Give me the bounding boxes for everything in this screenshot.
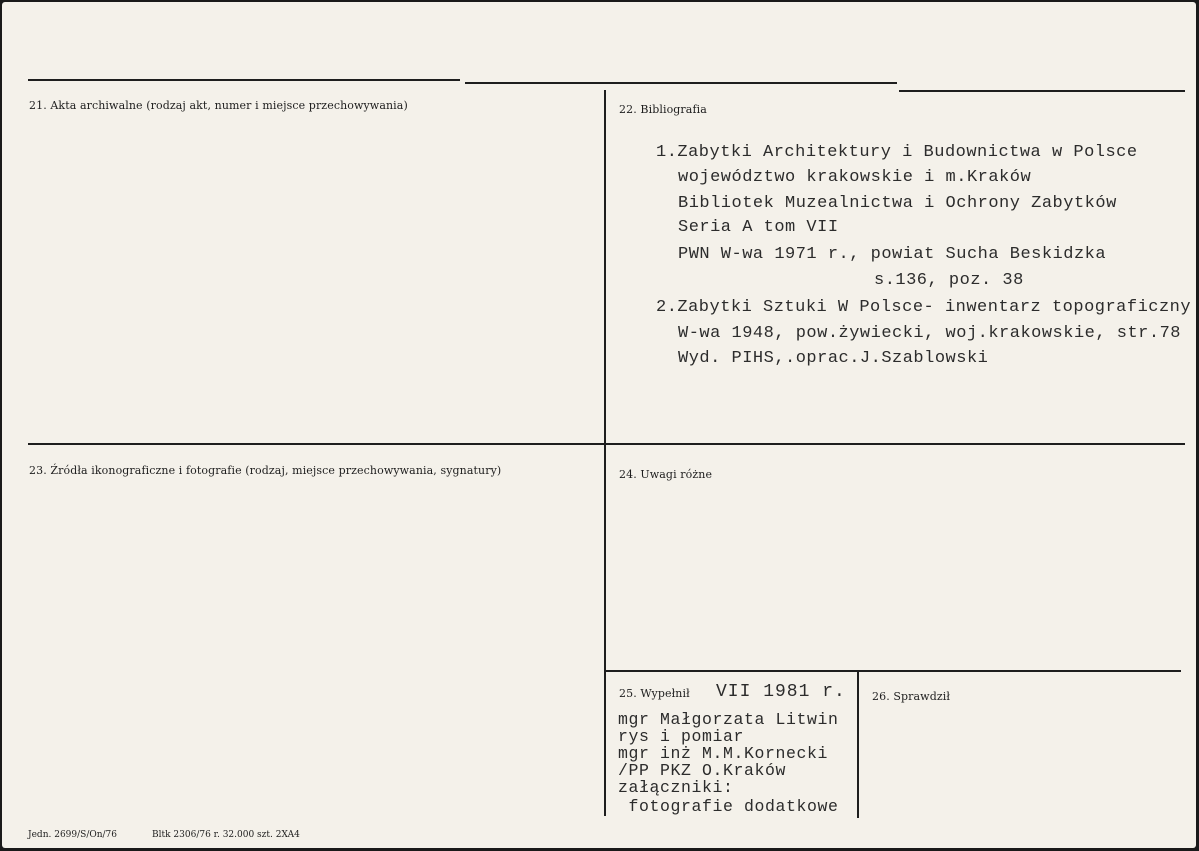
bibliography-line: 2.Zabytki Sztuki W Polsce- inwentarz topograficzny [656, 298, 1192, 317]
field-21-label: 21. Akta archiwalne (rodzaj akt, numer i miejsce przechowywania) [29, 99, 408, 112]
top-rule-left [28, 79, 460, 81]
field-22-label: 22. Bibliografia [619, 103, 707, 116]
footer-print-run: Bltk 2306/76 r. 32.000 szt. 2XA4 [152, 830, 300, 840]
field-24-label: 24. Uwagi różne [619, 468, 713, 481]
bibliography-line: PWN W-wa 1971 r., powiat Sucha Beskidzka [678, 245, 1107, 264]
bibliography-line: Wyd. PIHS,.oprac.J.Szablowski [678, 349, 989, 368]
lower-right-rule [606, 670, 1181, 672]
mid-rule [28, 443, 1185, 445]
bibliography-line: 1.Zabytki Architektury i Budownictwa w Polsce [656, 143, 1138, 162]
filled-by-line: mgr inż M.M.Kornecki [618, 744, 829, 763]
bibliography-line: Bibliotek Muzealnictwa i Ochrony Zabytków [678, 194, 1117, 213]
bibliography-line: W-wa 1948, pow.żywiecki, woj.krakowskie, str.78 [678, 324, 1181, 343]
filled-by-line: mgr Małgorzata Litwin [618, 710, 839, 729]
filled-by-line: fotografie dodatkowe [618, 797, 839, 816]
field-23-label: 23. Źródła ikonograficzne i fotografie (rodzaj, miejsce przechowywania, sygnatury) [29, 464, 502, 477]
filled-by-line: /PP PKZ O.Kraków [618, 761, 787, 780]
center-divider [604, 90, 606, 816]
filled-by-line: rys i pomiar [618, 727, 745, 746]
footer-print-code: Jedn. 2699/S/On/76 [28, 830, 118, 840]
top-rule-middle [465, 82, 897, 84]
top-rule-right [899, 90, 1185, 92]
signature-divider [857, 672, 859, 818]
bibliography-line: województwo krakowskie i m.Kraków [678, 168, 1032, 187]
bibliography-line: Seria A tom VII [678, 218, 839, 237]
filled-by-line: załączniki: [618, 778, 734, 797]
field-26-label: 26. Sprawdził [872, 690, 951, 703]
record-card [2, 2, 1196, 848]
bibliography-line: s.136, poz. 38 [874, 271, 1024, 290]
field-25-label: 25. Wypełnił [619, 687, 690, 700]
filled-date: VII 1981 r. [716, 682, 846, 702]
